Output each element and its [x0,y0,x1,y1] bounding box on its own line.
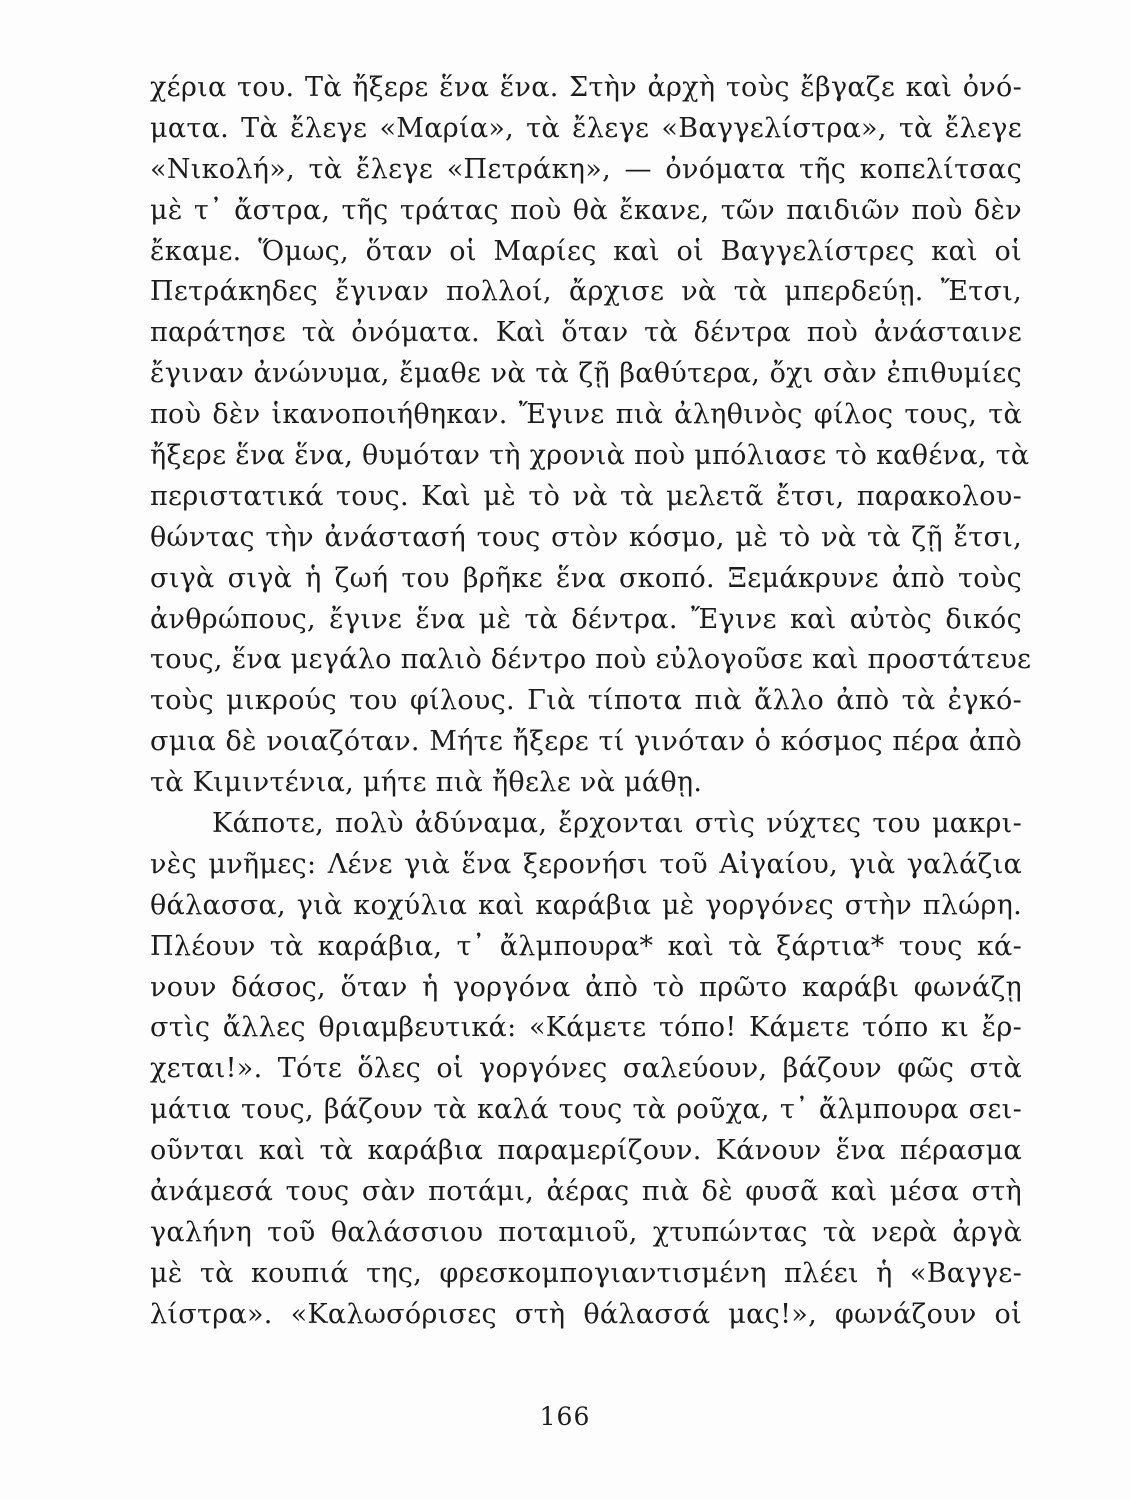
text-line: λίστρα». «Καλωσόρισες στὴ θάλασσά μας!», φωνάζουν οἱ [150,1298,1022,1330]
paragraph-end-line: τὰ Κιμιντένια, μήτε πιὰ ἤθελε νὰ μάθῃ. [150,767,703,799]
body-text [150,68,1032,1336]
page-number: 166 [539,1402,591,1431]
text-line: ἤξερε ἕνα ἕνα, θυμόταν τὴ χρονιὰ ποὺ μπόλιασε τὸ καθένα, τὰ [150,440,1030,472]
text-line: οῦνται καὶ τὰ καράβια παραμερίζουν. Κάνουν ἕνα πέρασμα [150,1135,1022,1167]
text-line: σιγὰ σιγὰ ἡ ζωή του βρῆκε ἕνα σκοπό. Ξεμάκρυνε ἀπὸ τοὺς [150,562,1022,594]
text-line: «Νικολή», τὰ ἔλεγε «Πετράκη», — ὀνόματα τῆς κοπελίτσας [150,153,1022,185]
text-line: μὲ τ᾿ ἄστρα, τῆς τράτας ποὺ θὰ ἔκανε, τῶν παιδιῶν ποὺ δὲν [150,194,1022,226]
text-line: παράτησε τὰ ὀνόματα. Καὶ ὅταν τὰ δέντρα ποὺ ἀνάσταινε [150,317,1022,349]
text-line: Πετράκηδες ἔγιναν πολλοί, ἄρχισε νὰ τὰ μπερδεύῃ. Ἔτσι, [150,276,1022,308]
text-line: θάλασσα, γιὰ κοχύλια καὶ καράβια μὲ γοργόνες στὴν πλώρη. [150,889,1022,921]
text-line: ἔγιναν ἀνώνυμα, ἔμαθε νὰ τὰ ζῇ βαθύτερα, ὄχι σὰν ἐπιθυμίες [150,358,1022,390]
text-line: στὶς ἄλλες θριαμβευτικά: «Κάμετε τόπο! Κάμετε τόπο κι ἔρ- [150,1012,1022,1044]
text-line: Πλέουν τὰ καράβια, τ᾿ ἄλμπουρα* καὶ τὰ ξάρτια* τους κά- [150,930,1022,962]
text-line: μάτια τους, βάζουν τὰ καλά τους τὰ ροῦχα, τ᾿ ἄλμπουρα σει- [150,1094,1022,1126]
text-line: γαλήνη τοῦ θαλάσσιου ποταμιοῦ, χτυπώντας τὰ νερὰ ἀργὰ [150,1216,1022,1248]
text-line: ματα. Τὰ ἔλεγε «Μαρία», τὰ ἔλεγε «Βαγγελίστρα», τὰ ἔλεγε [150,112,1022,144]
text-line: μὲ τὰ κουπιά της, φρεσκομπογιαντισμένη πλέει ἡ «Βαγγε- [150,1257,1022,1289]
text-line: θώντας τὴν ἀνάστασή τους στὸν κόσμο, μὲ τὸ νὰ τὰ ζῇ ἔτσι, [150,521,1022,553]
text-line: ἀνάμεσά τους σὰν ποτάμι, ἀέρας πιὰ δὲ φυσᾶ καὶ μέσα στὴ [150,1176,1022,1208]
text-line: τοὺς μικρούς του φίλους. Γιὰ τίποτα πιὰ ἄλλο ἀπὸ τὰ ἐγκό- [150,685,1022,717]
paragraph-start-line: Κάποτε, πολὺ ἀδύναμα, ἔρχονται στὶς νύχτες του μακρι- [212,808,1022,840]
text-line: ἀνθρώπους, ἔγινε ἕνα μὲ τὰ δέντρα. Ἔγινε καὶ αὐτὸς δικός [150,603,1022,635]
text-line: σμια δὲ νοιαζόταν. Μήτε ἤξερε τί γινόταν ὁ κόσμος πέρα ἀπὸ [150,726,1022,758]
text-line: χέρια του. Τὰ ἤξερε ἕνα ἕνα. Στὴν ἀρχὴ τοὺς ἔβγαζε καὶ ὀνό- [150,72,1022,103]
text-line: νὲς μνῆμες: Λένε γιὰ ἕνα ξερονήσι τοῦ Αἰγαίου, γιὰ γαλάζια [150,848,1022,880]
text-line: τους, ἕνα μεγάλο παλιὸ δέντρο ποὺ εὐλογοῦσε καὶ προστάτευε [150,644,1032,676]
text-line: περιστατικά τους. Καὶ μὲ τὸ νὰ τὰ μελετᾶ ἔτσι, παρακολου- [150,480,1022,512]
text-line: ποὺ δὲν ἱκανοποιήθηκαν. Ἔγινε πιὰ ἀληθινὸς φίλος τους, τὰ [150,399,1022,431]
text-line: ἔκαμε. Ὅμως, ὅταν οἱ Μαρίες καὶ οἱ Βαγγελίστρες καὶ οἱ [150,235,1022,267]
text-line: νουν δάσος, ὅταν ἡ γοργόνα ἀπὸ τὸ πρῶτο καράβι φωνάζῃ [150,971,1022,1003]
text-line: χεται!». Τότε ὅλες οἱ γοργόνες σαλεύουν, βάζουν φῶς στὰ [150,1053,1022,1085]
